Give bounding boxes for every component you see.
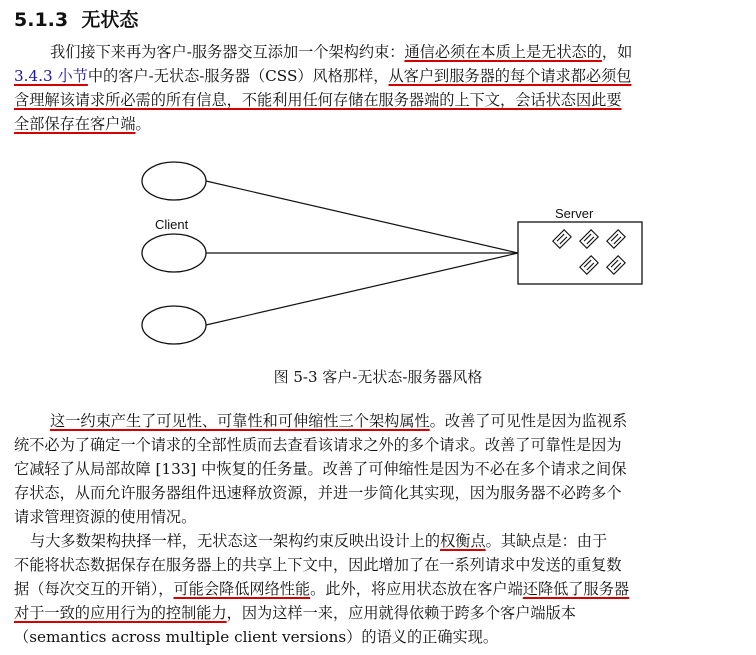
para3-text: ，因为这样一来，应用就得依赖于跨多个客户端版本 [226, 604, 576, 622]
para1-text: 我们接下来再为客户-服务器交互添加一个架构约束： [50, 43, 405, 61]
client-ellipse-top [142, 162, 206, 200]
para3-line4 [14, 602, 576, 624]
para1-text: 中的客户-无状态-服务器（CSS）风格那样， [87, 67, 389, 85]
para3-text: 。其缺点是：由于 [485, 532, 608, 550]
para3-line3 [14, 578, 629, 600]
para3-line1 [30, 530, 607, 552]
underlined-phrase: 从客户到服务器的每个请求都必须包 [388, 67, 632, 85]
client-ellipse-middle [142, 234, 206, 272]
section-number: 5.1.3 [14, 9, 69, 31]
underlined-phrase: 对于一致的应用行为的控制能力 [14, 604, 227, 622]
server-box [518, 222, 642, 284]
underlined-phrase: 还降低了服务器 [522, 580, 630, 598]
underlined-phrase: 可能会降低网络性能 [173, 580, 311, 598]
client-label: Client [155, 217, 189, 232]
client-ellipse-bottom [142, 306, 206, 344]
section-link[interactable]: 3.4.3 小节 [14, 67, 88, 85]
underlined-phrase: 权衡点 [440, 532, 486, 550]
underlined-phrase: 含理解该请求所必需的所有信息，不能利用任何存储在服务器端的上下文，会话状态因此要 [14, 91, 622, 109]
para3-line2: 不能将状态数据保存在服务器上的共享上下文中，因此增加了在一系列请求中发送的重复数 [14, 556, 622, 574]
para3-text: 据（每次交互的开销）， [14, 580, 174, 598]
underlined-phrase: 全部保存在客户端 [14, 115, 136, 133]
underlined-phrase: 通信必须在本质上是无状态的 [404, 43, 602, 61]
para3-text: 与大多数架构抉择一样，无状态这一架构约束反映出设计上的 [30, 532, 441, 550]
connector-top [206, 181, 518, 253]
para3-text: 。此外，将应用状态放在客户端 [310, 580, 523, 598]
para2-line4: 存状态，从而允许服务器组件迅速释放资源，并进一步简化其实现，因为服务器不必跨多个 [14, 484, 622, 502]
para2-line5: 请求管理资源的使用情况。 [14, 508, 197, 526]
underlined-phrase: 这一约束产生了可见性、可靠性和可伸缩性三个架构属性 [50, 412, 430, 430]
connector-bottom [206, 253, 518, 325]
para2-line2: 统不必为了确定一个请求的全部性质而去查看该请求之外的多个请求。改善了可靠性是因为 [14, 436, 622, 454]
server-label: Server [555, 206, 594, 221]
para1-text: 。 [135, 115, 151, 133]
para3-line5: （semantics across multiple client versions）的语义的正确实现。 [14, 628, 499, 646]
para2-line3: 它减轻了从局部故障 [133] 中恢复的任务量。改善了可伸缩性是因为不必在多个请求之间保 [14, 460, 627, 478]
section-title: 无状态 [81, 9, 139, 31]
figure-caption: 图 5-3 客户-无状态-服务器风格 [273, 368, 483, 386]
para1-text: ，如 [601, 43, 633, 61]
para2-text: 。改善了可见性是因为监视系 [429, 412, 628, 430]
para2-line1 [50, 410, 627, 432]
